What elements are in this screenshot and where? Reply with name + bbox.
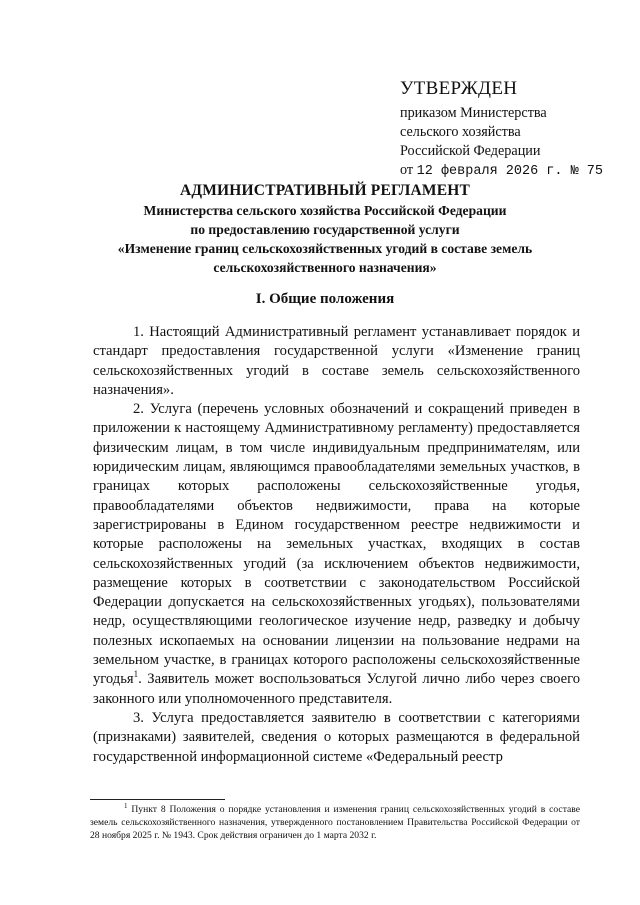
paragraph-1: 1. Настоящий Административный регламент устанавливает порядок и стандарт предоставления государственной услуги «Изменение границ сельскохозяйственных угодий в составе земель сельскохозяйственного назначения».	[93, 324, 580, 398]
paragraph-2-text: 2. Услуга (перечень условных обозначений и сокращений приведен в приложении к настоящему Административному регламенту) предоставляется физическим лицам, в том числе индивидуальным предпринимателям, или юридическим лицам, являющимся правообладателями земельных участков, в границах которых расположены сельскохозяйственные угодья, правообладателями объектов недвижимости, права на которые зарегистрированы в Едином государственном реестре недвижимости и которые расположены на земельных участках, входящих в состав сельскохозяйственных угодий (за исключением объектов недвижимости, размещение которых в соответствии с законодательством Российской Федерации допускается на сельскохозяйственных угодьях), пользователями недр, осуществляющими геологическое изучение недр, разведку и добычу полезных ископаемых на основании лицензии на пользование недрами на земельном участке, в границах которого расположены сельскохозяйственные угодья	[93, 401, 580, 688]
approval-date-value: 12 февраля 2026 г. № 75	[416, 164, 603, 179]
section-heading: I. Общие положения	[255, 291, 395, 307]
paragraph-3: 3. Услуга предоставляется заявителю в соответствии с категориями (признаками) заявителей, сведения о которых размещаются в федеральной государственной информационной системе «Федеральный реестр	[93, 709, 580, 765]
document-body	[93, 323, 580, 767]
title-line: по предоставлению государственной услуги	[190, 222, 460, 237]
document-title	[90, 181, 560, 277]
footnote-mark: 1	[124, 801, 128, 810]
approval-date-prefix: от	[400, 162, 414, 178]
footnote-text: Пункт 8 Положения о порядке установления и изменения границ сельскохозяйственных угодий в составе земель сельскохозяйственного назначения, утвержденного постановлением Правительства Российской Федерации от 28 ноября 2025 г. № 1943. Срок действия ограничен до 1 марта 2032 г.	[90, 804, 580, 841]
approval-heading: УТВЕРЖДЕН	[400, 78, 518, 99]
footnote	[90, 803, 580, 842]
title-line: сельскохозяйственного назначения»	[213, 260, 437, 275]
approval-line: Российской Федерации	[400, 143, 541, 159]
title-line: «Изменение границ сельскохозяйственных угодий в составе земель	[117, 241, 533, 256]
paragraph-2-tail: Заявитель может воспользоваться Услугой лично либо через своего законного или уполномоченного представителя.	[93, 671, 580, 707]
paragraph-2	[93, 400, 580, 709]
approval-date	[400, 161, 615, 181]
title-line: Министерства сельского хозяйства Российской Федерации	[143, 203, 507, 218]
footnote-ref: 1	[133, 669, 139, 680]
footnote-ref-tail: .	[138, 671, 142, 688]
approval-stamp	[400, 78, 615, 181]
title-main: АДМИНИСТРАТИВНЫЙ РЕГЛАМЕНТ	[179, 182, 471, 199]
approval-line: сельского хозяйства	[400, 124, 521, 140]
approval-line: приказом Министерства	[400, 105, 547, 121]
footnote-divider	[90, 799, 225, 800]
